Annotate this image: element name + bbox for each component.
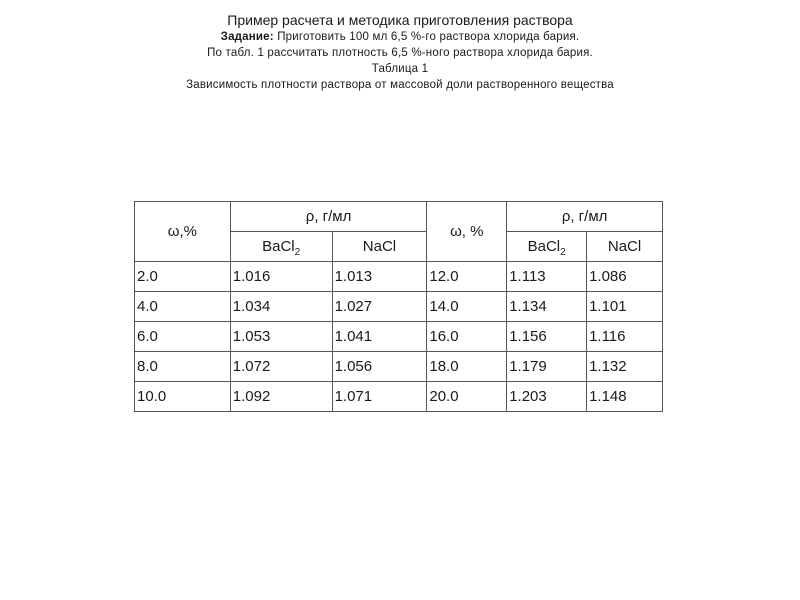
cell-omega: 12.0 bbox=[427, 262, 507, 292]
cell-nacl-density: 1.056 bbox=[332, 352, 427, 382]
bacl2-formula: BaCl bbox=[262, 238, 295, 255]
table-number: Таблица 1 bbox=[371, 63, 429, 75]
cell-bacl2-density: 1.034 bbox=[230, 292, 332, 322]
bacl2-subscript: 2 bbox=[560, 247, 566, 258]
cell-bacl2-density: 1.016 bbox=[230, 262, 332, 292]
page-title: Пример расчета и методика приготовления раствора bbox=[227, 12, 573, 28]
cell-bacl2-density: 1.134 bbox=[507, 292, 587, 322]
cell-nacl-density: 1.148 bbox=[587, 382, 663, 412]
table-row bbox=[135, 382, 663, 412]
table-caption: Зависимость плотности раствора от массовой доли растворенного вещества bbox=[186, 79, 614, 91]
table-row bbox=[135, 352, 663, 382]
cell-nacl-density: 1.027 bbox=[332, 292, 427, 322]
table-row bbox=[135, 262, 663, 292]
subheader-bacl2-left bbox=[230, 232, 332, 262]
cell-omega: 10.0 bbox=[135, 382, 231, 412]
task-label: Задание: bbox=[220, 31, 274, 43]
cell-nacl-density: 1.013 bbox=[332, 262, 427, 292]
cell-bacl2-density: 1.156 bbox=[507, 322, 587, 352]
cell-bacl2-density: 1.092 bbox=[230, 382, 332, 412]
table-header-row bbox=[135, 202, 663, 232]
header-rho-right: ρ, г/мл bbox=[507, 202, 663, 232]
cell-nacl-density: 1.086 bbox=[587, 262, 663, 292]
subheader-nacl-right: NaCl bbox=[587, 232, 663, 262]
cell-nacl-density: 1.071 bbox=[332, 382, 427, 412]
header-omega-right: ω, % bbox=[427, 202, 507, 262]
cell-omega: 2.0 bbox=[135, 262, 231, 292]
table-row bbox=[135, 322, 663, 352]
cell-nacl-density: 1.041 bbox=[332, 322, 427, 352]
subheader-nacl-left: NaCl bbox=[332, 232, 427, 262]
cell-nacl-density: 1.116 bbox=[587, 322, 663, 352]
cell-omega: 16.0 bbox=[427, 322, 507, 352]
bacl2-formula: BaCl bbox=[527, 238, 561, 255]
cell-nacl-density: 1.101 bbox=[587, 292, 663, 322]
task-line bbox=[0, 29, 800, 45]
instruction-line: По табл. 1 рассчитать плотность 6,5 %-ного раствора хлорида бария. bbox=[207, 47, 593, 59]
cell-omega: 4.0 bbox=[135, 292, 231, 322]
subheader-bacl2-right bbox=[507, 232, 587, 262]
page-header bbox=[0, 12, 800, 93]
bacl2-subscript: 2 bbox=[294, 247, 301, 258]
cell-bacl2-density: 1.113 bbox=[507, 262, 587, 292]
cell-omega: 8.0 bbox=[135, 352, 231, 382]
cell-bacl2-density: 1.203 bbox=[507, 382, 587, 412]
cell-omega: 18.0 bbox=[427, 352, 507, 382]
cell-omega: 20.0 bbox=[427, 382, 507, 412]
cell-nacl-density: 1.132 bbox=[587, 352, 663, 382]
cell-omega: 14.0 bbox=[427, 292, 507, 322]
cell-bacl2-density: 1.053 bbox=[230, 322, 332, 352]
cell-bacl2-density: 1.072 bbox=[230, 352, 332, 382]
density-table bbox=[134, 201, 663, 412]
task-text: Приготовить 100 мл 6,5 %-го раствора хлорида бария. bbox=[273, 31, 580, 43]
cell-bacl2-density: 1.179 bbox=[507, 352, 587, 382]
cell-omega: 6.0 bbox=[135, 322, 231, 352]
header-omega-left: ω,% bbox=[135, 202, 231, 262]
table-row bbox=[135, 292, 663, 322]
header-rho-left: ρ, г/мл bbox=[230, 202, 427, 232]
density-table-body bbox=[135, 202, 663, 412]
